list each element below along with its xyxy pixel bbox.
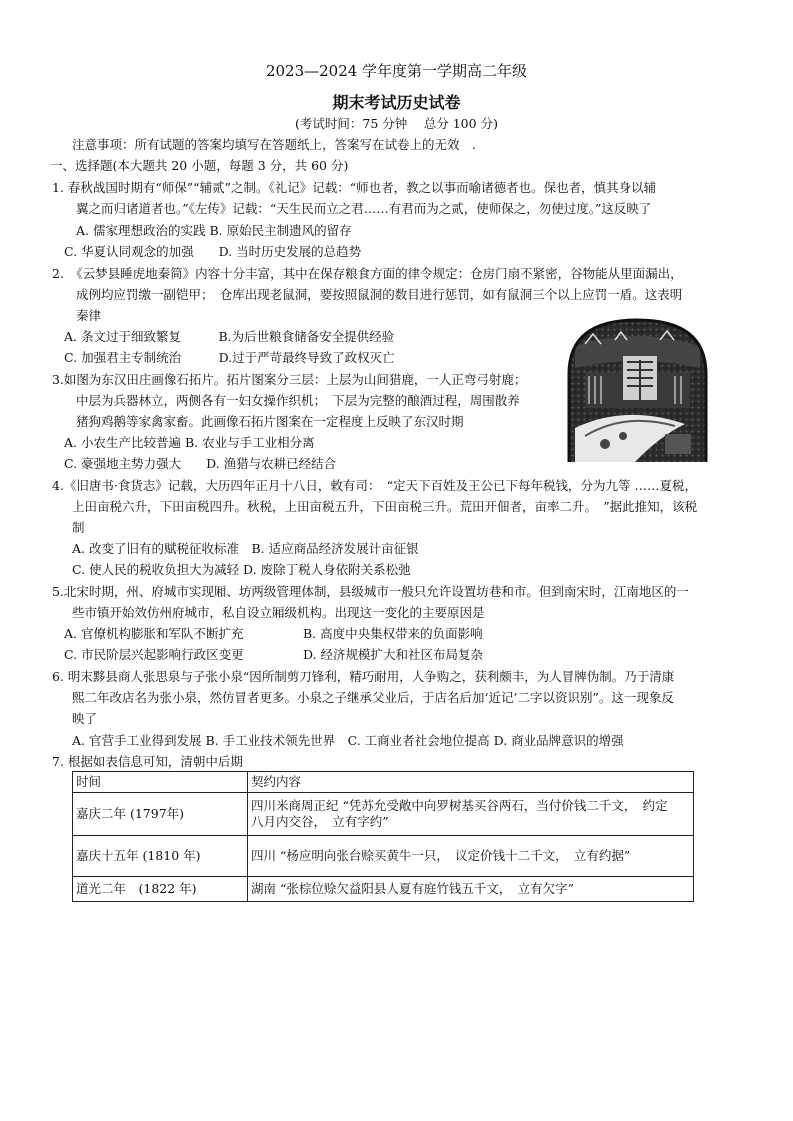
section-heading: 一、选择题(本大题共 20 小题，每题 3 分，共 60 分) [50,158,349,173]
exam-meta: (考试时间：75 分钟 总分 100 分) [295,116,498,131]
table-row [73,836,694,877]
q6-options: A. 官营手工业得到发展 B. 手工业技术领先世界 C. 工商业者社会地位提高 D. 商业品牌意识的增强 [72,733,624,748]
q5-option-a: A. 官僚机构膨胀和军队不断扩充 [64,626,244,641]
q1-stem-line2: 翼之而归诸道者也。”《左传》记载：“天生民而立之君……有君而为之贰，使师保之，勿使过度。”这反映了 [76,201,652,216]
table-header-content: 契约内容 [248,772,694,793]
q3-stem-line3: 猪狗鸡鹅等家禽家畜。此画像石拓片图案在一定程度上反映了东汉时期 [76,414,464,429]
q5-stem-line2: 些市镇开始效仿州府城市，私自设立厢级机构。出现这一变化的主要原因是 [72,605,485,620]
q5-option-d: D. 经济规模扩大和社区布局复杂 [303,647,484,662]
table-row [73,877,694,902]
contract-table [72,771,694,902]
q5-option-c: C. 市民阶层兴起影响行政区变更 [64,647,244,662]
table-cell-content-line: 八月内交谷， 立有字约” [251,814,389,829]
q6-stem-line2: 熙二年改店名为张小泉，然仿冒者更多。小泉之子继承父业后，于店名后加‘近记’二字以资识别”。这一现象反 [72,690,674,705]
q2-stem-line2: 成例均应罚缴一副铠甲； 仓库出现老鼠洞，要按照鼠洞的数目进行惩罚，如有鼠洞三个以上应罚一盾。这表明 [76,287,683,302]
q3-stem-line1: 3.如图为东汉田庄画像石拓片。拓片图案分三层：上层为山间猎鹿，一人正弯弓射鹿； [52,372,527,387]
q3-options-cd: C. 豪强地主势力强大 D. 渔猎与农耕已经结合 [64,456,337,471]
q3-options-ab: A. 小农生产比较普遍 B. 农业与手工业相分离 [64,435,315,450]
q2-stem-line3: 秦律 [76,308,102,323]
q1-options-ab: A. 儒家理想政治的实践 B. 原始民主制遗风的留存 [76,223,352,238]
q7-stem: 7. 根据如表信息可知，清朝中后期 [52,754,243,769]
table-cell-time: 嘉庆十五年 (1810 年) [73,836,248,877]
exam-title: 2023—2024 学年度第一学期高二年级 [265,62,528,80]
table-cell-time: 嘉庆二年 (1797年) [73,793,248,836]
table-cell-content-line: 四川米商周正纪 “凭苏允受敞中向罗树基买谷两石，当付价钱二千文， 约定 [251,798,668,813]
q4-options-ab: A. 改变了旧有的赋税征收标准 B. 适应商品经济发展计亩征银 [72,541,419,556]
q5-option-b: B. 高度中央集权带来的负面影响 [303,626,483,641]
table-row [73,793,694,836]
table-header-row [73,772,694,793]
exam-subtitle: 期末考试历史试卷 [332,93,461,112]
q5-stem-line1: 5.北宋时期，州、府城市实现厢、坊两级管理体制，县级城市一般只允许设置坊巷和市。但到南宋时，江南地区的一 [52,584,689,599]
q4-stem-line3: 制 [72,520,85,535]
stone-relief-rubbing-image [565,316,710,462]
q1-options-cd: C. 华夏认同观念的加强 D. 当时历史发展的总趋势 [64,244,362,259]
table-header-time: 时间 [73,772,248,793]
q6-stem-line1: 6. 明末黟县商人张思泉与子张小泉“因所制剪刀锋利，精巧耐用，人争购之，获利颇丰，为人冒牌伪制。乃于清康 [52,669,675,684]
table-cell-content [248,793,694,836]
q4-options-cd: C. 使人民的税收负担大为减轻 D. 废除丁税人身依附关系松弛 [72,562,411,577]
q3-stem-line2: 中层为兵器林立，两侧各有一妇女操作织机； 下层为完整的酿酒过程，周围散养 [76,393,520,408]
table-cell-content: 四川 “杨应明向张台赊买黄牛一只， 议定价钱十二千文， 立有约据” [248,836,694,877]
table-cell-time: 道光二年 (1822 年) [73,877,248,902]
q6-stem-line3: 映了 [72,711,98,726]
exam-notice: 注意事项：所有试题的答案均填写在答题纸上，答案写在试卷上的无效 . [72,137,476,152]
q2-stem-line1: 2. 《云梦县睡虎地秦简》内容十分丰富，其中在保存粮食方面的律令规定：仓房门扇不紧密，谷物能从里面漏出， [52,266,683,281]
q1-stem-line1: 1. 春秋战国时期有“师保”“辅贰”之制。《礼记》记载：“师也者，教之以事而喻诸德者也。保也者，慎其身以辅 [52,180,657,195]
q4-stem-line2: 上田亩税六升，下田亩税四升。秋税，上田亩税五升，下田亩税三升。荒田开佃者，亩率二升。 ”据此推知，该税 [72,499,698,514]
table-cell-content: 湖南 “张棕位赊欠益阳县人夏有庭竹钱五千文， 立有欠字” [248,877,694,902]
q2-options-cd: C. 加强君主专制统治 D.过于严苛最终导致了政权灭亡 [64,350,395,365]
q2-options-ab: A. 条文过于细致繁复 B.为后世粮食储备安全提供经验 [64,329,395,344]
q4-stem-line1: 4.《旧唐书·食货志》记载，大历四年正月十八日，敕有司： “定天下百姓及王公已下每年税钱，分为九等 ……夏税， [52,478,698,493]
